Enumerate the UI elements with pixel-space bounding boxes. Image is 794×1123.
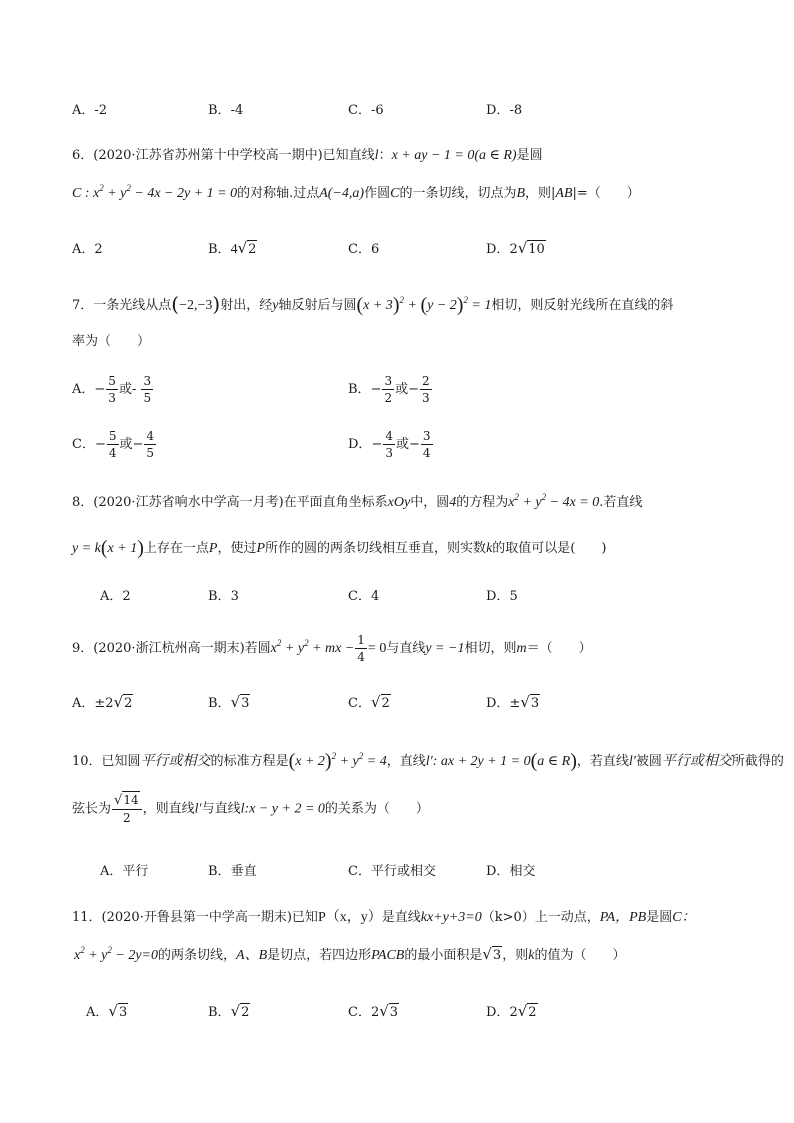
- q5-option-a: [72, 104, 107, 117]
- paren: ): [212, 292, 221, 316]
- q7-stem-line1: [72, 294, 673, 315]
- stem-text: 的最小面积是: [404, 948, 483, 963]
- option-letter: A．: [72, 242, 95, 257]
- stem-text: 已知圆: [101, 754, 141, 769]
- fraction: $\frac{4}{5}$: [146, 429, 155, 460]
- option-value: 垂直: [230, 864, 257, 879]
- stem-text: 的标准方程是: [210, 754, 289, 769]
- math-var: A、B: [236, 948, 268, 963]
- stem-text: 作圆: [364, 186, 391, 201]
- stem-text: 是切点，若四边形: [267, 948, 372, 963]
- sqrt: √2: [517, 1002, 537, 1020]
- stem-text: 是圆: [646, 910, 673, 925]
- stem-text: 的对称轴.过点: [237, 186, 320, 201]
- stem-text: 所截得的: [731, 754, 784, 769]
- option-value: 2: [370, 1005, 380, 1020]
- radicand: 2: [528, 1005, 537, 1020]
- stem-text: ，则直线: [142, 801, 195, 817]
- q11-option-a: [86, 1004, 128, 1019]
- option-letter: A．: [72, 696, 95, 711]
- sqrt: √2: [237, 239, 257, 257]
- stem-text: ，则|: [525, 186, 556, 201]
- stem-text: 被圆: [635, 754, 662, 769]
- q6-option-b: [208, 241, 257, 257]
- q8-option-c: [348, 590, 379, 603]
- line-equation: x + ay − 1 = 0(a ∈ R): [391, 148, 517, 163]
- option-value: -8: [509, 103, 523, 118]
- line-equation: y = −1: [425, 641, 465, 656]
- math-var: l′: [425, 754, 433, 769]
- q10-stem-line2: [72, 794, 429, 824]
- stem-text: 已知直线: [322, 148, 375, 163]
- option-letter: B．: [208, 589, 231, 604]
- stem-text: |=（ ）: [572, 186, 640, 201]
- option-value: 5: [509, 589, 518, 604]
- math-var: k: [528, 948, 535, 963]
- tangent-lines: PA，PB: [599, 910, 647, 925]
- radicand: 3: [492, 948, 502, 963]
- q11-stem-line1: [72, 911, 696, 925]
- stem-text: 与直线: [386, 641, 426, 656]
- q10-option-b: [208, 865, 257, 878]
- stem-text: 弦长为: [72, 801, 112, 817]
- q8-option-a: [100, 590, 131, 603]
- q9-option-c: [348, 695, 391, 710]
- sqrt: √3: [520, 693, 540, 711]
- option-letter: D．: [486, 589, 510, 604]
- q6-stem-line2: [72, 183, 640, 201]
- q5-option-b: [208, 104, 243, 117]
- point: −2,−3: [179, 298, 213, 313]
- math-var: C: [390, 186, 400, 201]
- option-letter: A．: [72, 382, 95, 397]
- q10-stem-line1: [72, 751, 784, 771]
- line-equation: l:x − y + 2 = 0: [240, 801, 325, 817]
- math-var: C：: [672, 910, 696, 925]
- circle-equation: $(x + 3)^2 + (y - 2)^2 = 1$: [356, 294, 492, 316]
- option-letter: A．: [72, 103, 95, 118]
- math-var: AB: [555, 186, 573, 201]
- stem-text: 轴反射后与圆: [278, 298, 357, 313]
- sqrt: √3: [108, 1002, 128, 1020]
- stem-text: ，使过: [217, 541, 257, 556]
- q6-option-a: [72, 243, 103, 256]
- stem-text: 的两条切线，: [158, 948, 237, 963]
- q9-option-a: [72, 695, 133, 710]
- math-var: l′: [628, 754, 636, 769]
- stem-text: 上一动点，: [534, 910, 600, 925]
- option-letter: D．: [486, 696, 510, 711]
- sqrt: √2: [230, 1002, 250, 1020]
- paren: (: [171, 292, 180, 316]
- stem-text: ，若直线: [576, 754, 629, 769]
- radicand: 2: [248, 242, 257, 257]
- circle-equation: C : $x^2 + y^2 - 4x - 2y + 1 = 0$: [72, 183, 238, 201]
- stem-text: 在平面直角坐标系: [283, 495, 388, 510]
- math-var: PACB: [371, 948, 405, 963]
- q5-option-c: [348, 104, 384, 117]
- option-value: 3: [230, 589, 239, 604]
- line-equation: : ax + 2y + 1 = 0(a ∈ R): [432, 750, 577, 772]
- fraction: $\frac{√14}{2}$: [112, 794, 142, 824]
- q11-option-d: [486, 1004, 538, 1019]
- q11-option-c: [348, 1004, 399, 1019]
- radicand: 3: [118, 1005, 128, 1020]
- math-var: 平行或相交: [661, 754, 732, 769]
- option-value: ±: [509, 696, 521, 711]
- option-value: -6: [370, 103, 384, 118]
- fraction: $\frac{3}{5}$: [143, 374, 152, 405]
- q7-option-a: A．− $\frac{5}{3}$ 或- $\frac{3}{5}$: [72, 374, 152, 405]
- stem-text: 的值为（ ）: [534, 948, 626, 963]
- stem-text: 相切，则反射光线所在直线的斜: [491, 298, 674, 313]
- circle-equation: $(x + 2)^2 + y^2 = 4$: [288, 750, 387, 772]
- option-value: 2: [94, 242, 103, 257]
- option-value: 6: [370, 242, 380, 257]
- option-letter: A．: [100, 589, 123, 604]
- option-value: ±2: [94, 696, 114, 711]
- option-value: 2: [509, 242, 518, 257]
- option-value: 4: [230, 242, 238, 257]
- option-value: 4: [370, 589, 380, 604]
- option-letter: A．: [86, 1005, 109, 1020]
- fraction: $\frac{5}{3}$: [108, 374, 116, 405]
- stem-text: ：: [378, 148, 392, 163]
- stem-text: 相切，则: [464, 641, 517, 656]
- option-value: 平行: [122, 864, 149, 879]
- stem-text: 率为（ ）: [72, 334, 151, 349]
- option-letter: D．: [486, 242, 510, 257]
- sqrt: √2: [113, 693, 133, 711]
- q10-option-c: [348, 865, 436, 878]
- math-var: l′: [194, 801, 202, 817]
- option-letter: D．: [486, 1005, 510, 1020]
- math-var: m: [516, 641, 527, 656]
- option-letter: B．: [348, 382, 371, 397]
- q11-stem-line2: [74, 947, 625, 963]
- math-var: P: [208, 541, 218, 556]
- math-var: P: [256, 541, 266, 556]
- circle-equation: $x^2 + y^2 - 4x = 0$: [508, 492, 600, 510]
- q10-option-a: [100, 865, 148, 878]
- option-letter: C．: [348, 864, 371, 879]
- option-letter: B．: [208, 242, 231, 257]
- q8-option-d: [486, 590, 518, 603]
- stem-text: 的取值可以是( ): [492, 541, 607, 556]
- circle-equation: $x^2 + y^2 - 2y=0$: [74, 945, 158, 963]
- fraction: $\frac{3}{4}$: [422, 429, 431, 460]
- q7-stem-line2: [72, 335, 150, 348]
- question-number: 11．: [72, 910, 102, 925]
- stem-text: 一条光线从点: [93, 298, 172, 313]
- point-a: A(−4,a): [319, 186, 365, 201]
- q8-stem-line1: [72, 492, 643, 510]
- or-text: 或: [395, 437, 409, 452]
- stem-text: 的方程为: [456, 495, 509, 510]
- question-number: 8．: [72, 495, 94, 510]
- question-number: 6．: [72, 148, 94, 163]
- option-letter: A．: [100, 864, 123, 879]
- option-letter: C．: [72, 437, 95, 452]
- stem-text: .若直线: [599, 495, 643, 510]
- q8-option-b: [208, 590, 239, 603]
- option-value: -4: [230, 103, 244, 118]
- option-value: 相交: [509, 864, 536, 879]
- question-number: 7．: [72, 298, 94, 313]
- fraction: $\frac{1}{4}$: [357, 633, 365, 664]
- circle-equation-left: $x^2 + y^2$ + mx −: [270, 638, 355, 656]
- stem-text: 与直线: [201, 801, 241, 817]
- option-letter: B．: [208, 696, 231, 711]
- question-source: (2020·江苏省响水中学高一月考): [93, 495, 284, 510]
- math-var: 4: [449, 495, 457, 510]
- stem-text: ，直线: [386, 754, 426, 769]
- option-value: 2: [122, 589, 131, 604]
- sqrt: √10: [517, 239, 545, 257]
- fraction: $\frac{4}{3}$: [385, 429, 393, 460]
- q8-stem-line2: [72, 538, 606, 558]
- or-text: 或: [119, 437, 133, 452]
- option-letter: C．: [348, 1005, 371, 1020]
- math-var: y: [272, 298, 279, 313]
- q9-stem: [72, 634, 592, 663]
- sqrt: √3: [482, 945, 502, 963]
- option-letter: B．: [208, 864, 231, 879]
- math-var: B: [516, 186, 526, 201]
- option-letter: D．: [486, 864, 510, 879]
- question-source: (2020·浙江杭州高一期末): [93, 641, 245, 656]
- radicand: 2: [124, 696, 133, 711]
- q9-option-d: [486, 695, 540, 710]
- question-source: (2020·开鲁县第一中学高一期末): [101, 910, 292, 925]
- stem-text: 已知: [291, 910, 318, 925]
- q5-option-d: [486, 104, 522, 117]
- fraction: $\frac{2}{3}$: [422, 374, 430, 405]
- q9-option-b: [208, 695, 250, 710]
- fraction: $\frac{3}{2}$: [384, 374, 393, 405]
- fraction: $\frac{5}{4}$: [108, 429, 117, 460]
- sqrt: √3: [379, 1002, 399, 1020]
- condition: （k>0）: [481, 910, 535, 925]
- circle-equation-right: = 0: [367, 641, 387, 656]
- stem-text: 的关系为（ ）: [324, 801, 429, 817]
- stem-text: 上存在一点: [143, 541, 209, 556]
- q6-option-c: [348, 243, 379, 256]
- option-letter: D．: [348, 437, 372, 452]
- q7-option-b: B．− $\frac{3}{2}$ 或− $\frac{2}{3}$: [348, 374, 430, 405]
- stem-text: 是直线: [381, 910, 421, 925]
- stem-text: 中，圆: [410, 495, 450, 510]
- option-value: 平行或相交: [370, 864, 436, 879]
- radicand: 2: [381, 696, 390, 711]
- or-text: 或: [118, 382, 132, 397]
- question-number: 9．: [72, 641, 94, 656]
- line-equation: y = k(x + 1): [72, 537, 144, 559]
- question-source: (2020·江苏省苏州第十中学校高一期中): [93, 148, 323, 163]
- stem-text: ，则: [502, 948, 529, 963]
- stem-text: 是圆: [516, 148, 543, 163]
- math-var: xOy: [387, 495, 411, 510]
- stem-text: 若圆: [244, 641, 271, 656]
- q6-stem-line1: [72, 149, 543, 163]
- option-letter: C．: [348, 242, 371, 257]
- q7-option-c: C．− $\frac{5}{4}$ 或− $\frac{4}{5}$: [72, 429, 155, 460]
- option-letter: D．: [486, 103, 510, 118]
- option-letter: C．: [348, 696, 371, 711]
- stem-text: ＝（ ）: [526, 641, 592, 656]
- radicand: 3: [530, 696, 540, 711]
- stem-text: 所作的圆的两条切线相互垂直，则实数: [265, 541, 487, 556]
- question-number: 10．: [72, 754, 102, 769]
- or-text: 或: [395, 382, 409, 397]
- math-var: l: [374, 148, 379, 163]
- sqrt: √3: [230, 693, 250, 711]
- q6-option-d: [486, 241, 546, 256]
- point-p: P（x，y）: [317, 910, 382, 925]
- option-letter: B．: [208, 103, 231, 118]
- radicand: 10: [528, 242, 545, 257]
- math-var: k: [486, 541, 493, 556]
- option-value: 2: [509, 1005, 518, 1020]
- math-var: 平行或相交: [140, 754, 211, 769]
- q10-option-d: [486, 865, 535, 878]
- option-letter: B．: [208, 1005, 231, 1020]
- line-equation: kx+y+3=0: [420, 910, 482, 925]
- radicand: 3: [241, 696, 250, 711]
- sqrt: √2: [370, 693, 390, 711]
- q11-option-b: [208, 1004, 250, 1019]
- option-letter: C．: [348, 103, 371, 118]
- radicand: 3: [389, 1005, 399, 1020]
- stem-text: 射出，经: [220, 298, 273, 313]
- q7-option-d: D．− $\frac{4}{3}$ 或− $\frac{3}{4}$: [348, 429, 431, 460]
- option-letter: C．: [348, 589, 371, 604]
- radicand: 2: [241, 1005, 250, 1020]
- option-value: -2: [94, 103, 108, 118]
- stem-text: 的一条切线，切点为: [399, 186, 517, 201]
